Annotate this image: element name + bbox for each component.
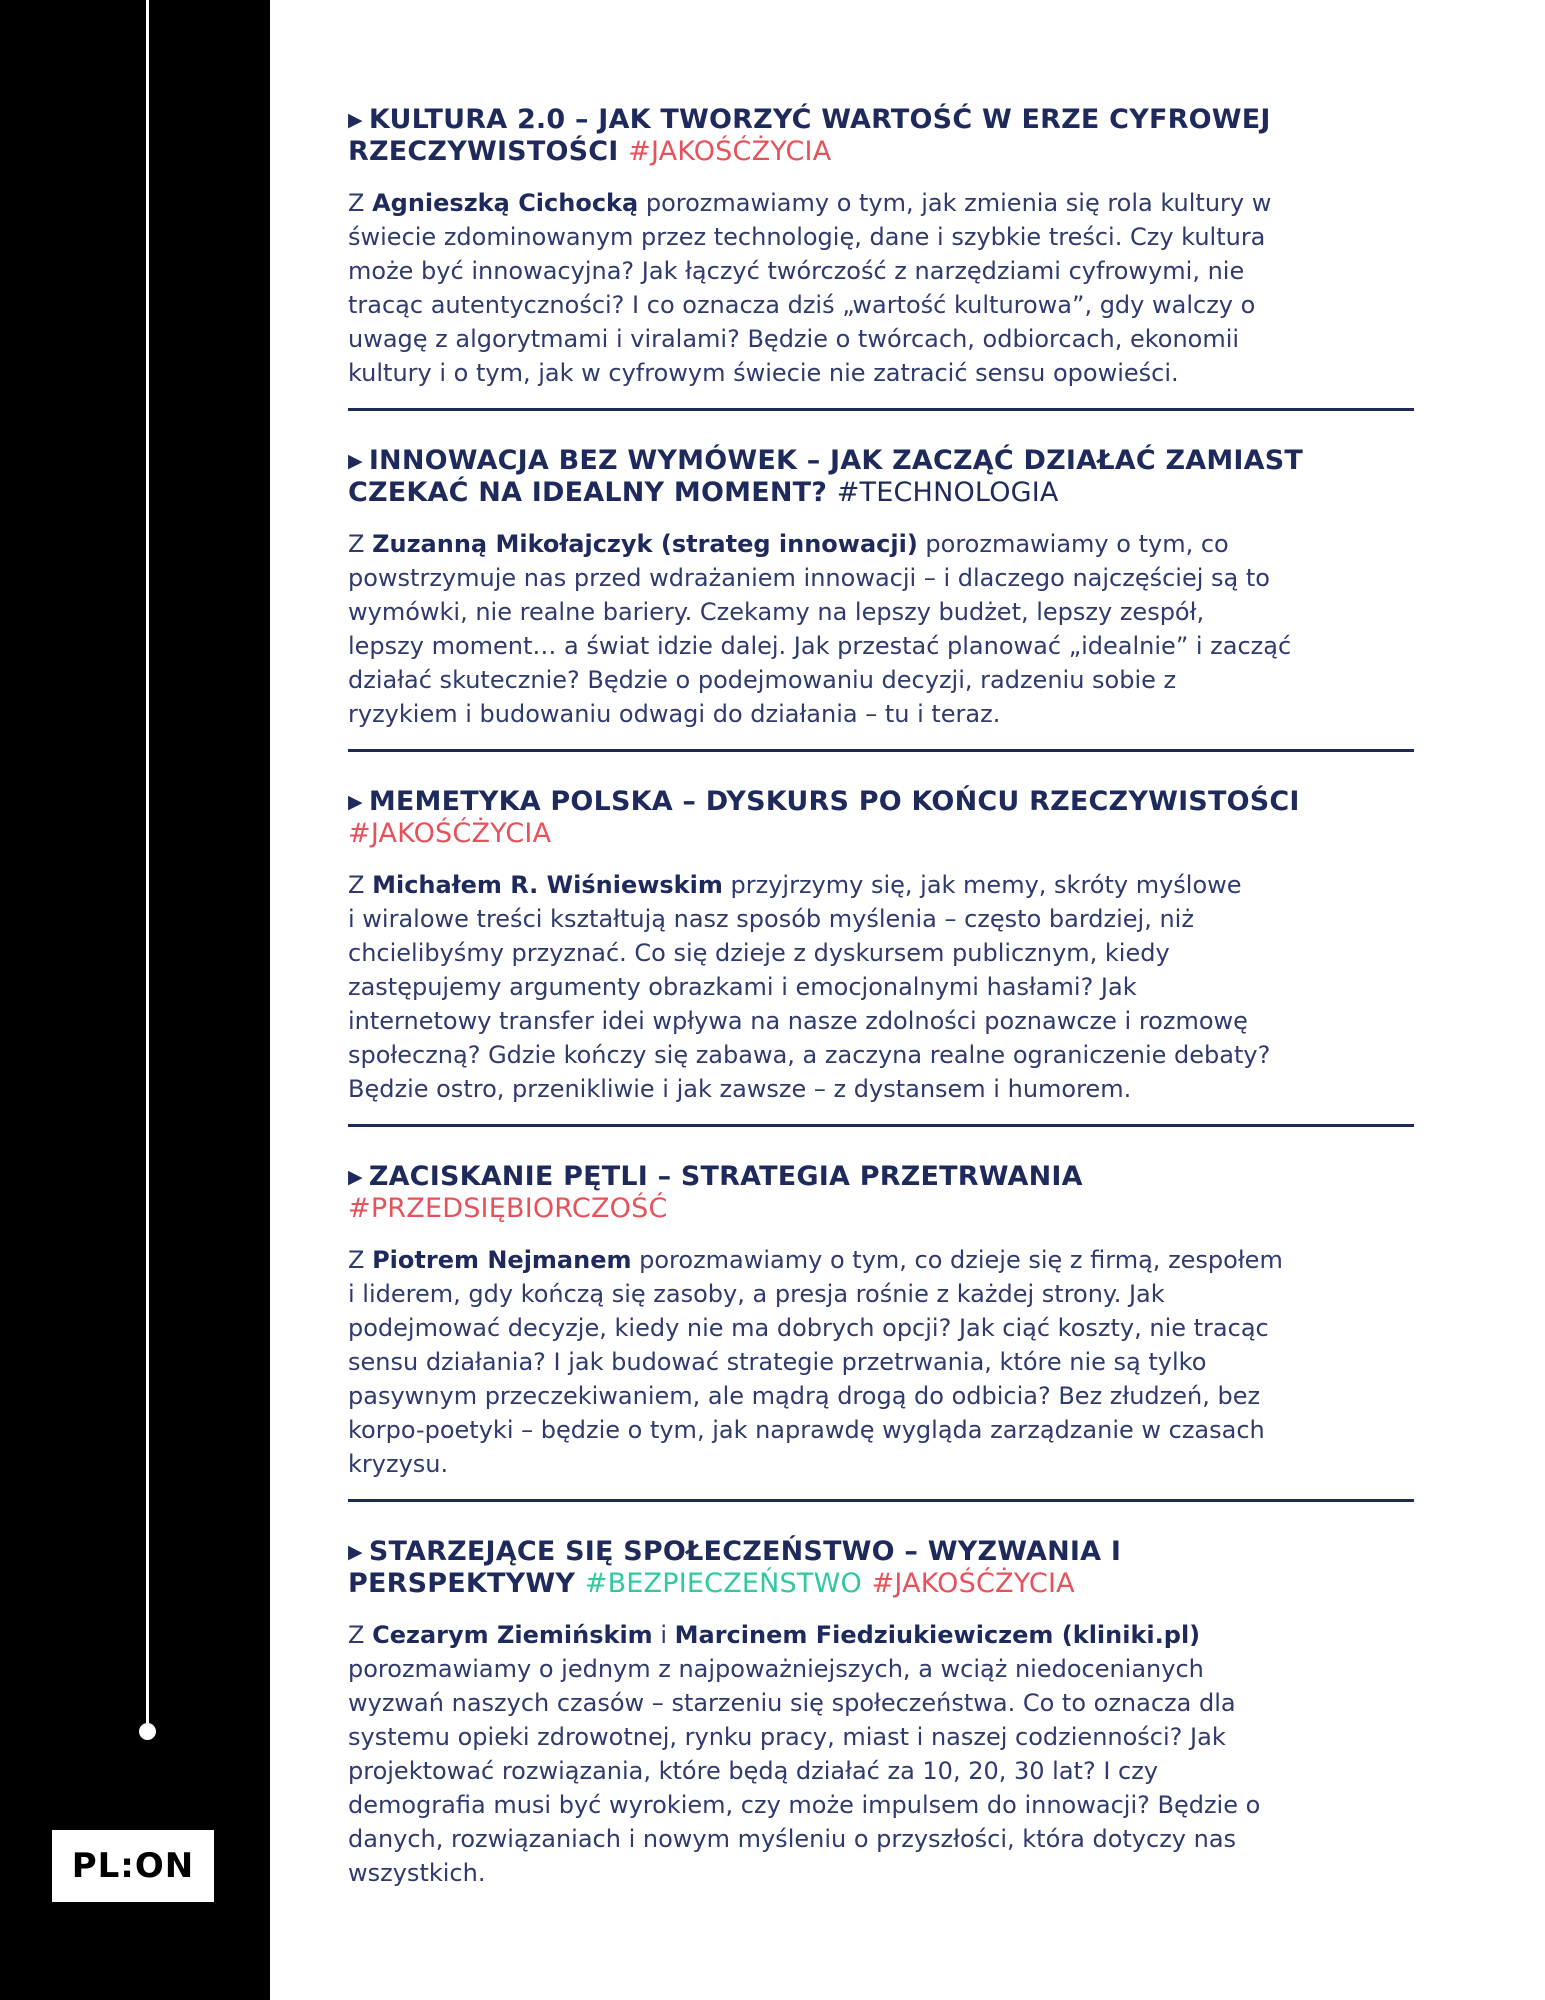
desc-prefix: Z	[348, 189, 373, 217]
divider	[348, 1499, 1414, 1502]
tag: #TECHNOLOGIA	[836, 477, 1059, 508]
timeline-dot	[139, 1723, 156, 1740]
title-line-1: INNOWACJA BEZ WYMÓWEK – JAK ZACZĄĆ DZIAŁAĆ ZAMIAST	[368, 445, 1303, 476]
title-line-1: ZACISKANIE PĘTLI – STRATEGIA PRZETRWANIA	[368, 1161, 1083, 1192]
title-line-2: RZECZYWISTOŚCI	[348, 136, 619, 167]
divider	[348, 1124, 1414, 1127]
section-description	[348, 868, 1418, 1106]
title-line-2: PERSPEKTYWY	[348, 1568, 576, 1599]
guest-name-2: Marcinem Fiedziukiewiczem (kliniki.pl)	[674, 1621, 1201, 1649]
guest-name: Cezarym Ziemińskim	[372, 1621, 653, 1649]
section-description	[348, 1243, 1418, 1481]
title-line-2: CZEKAĆ NA IDEALNY MOMENT?	[348, 477, 828, 508]
session-zaciskanie-petli	[348, 1161, 1418, 1502]
connector: i	[652, 1621, 675, 1649]
guest-name: Zuzanną Mikołajczyk (strateg innowacji)	[372, 530, 918, 558]
triangle-bullet-icon: ▶	[348, 1166, 363, 1188]
desc-prefix: Z	[348, 1621, 373, 1649]
section-description	[348, 527, 1418, 731]
tag: #JAKOŚĆŻYCIA	[348, 818, 552, 849]
session-memetyka	[348, 786, 1418, 1127]
section-title	[348, 1161, 1418, 1225]
tag: #JAKOŚĆŻYCIA	[628, 136, 832, 167]
sidebar	[0, 0, 270, 2000]
desc-prefix: Z	[348, 530, 373, 558]
desc-text: porozmawiamy o tym, co powstrzymuje nas przed wdrażaniem innowacji – i dlaczego najczęściej są to wymówki, nie realne bariery. Czekamy na lepszy budżet, lepszy zespół, lepszy moment… a świat idzie dalej. Jak przestać planować „idealnie” i zacząć działać skutecznie? Będzie o podejmowaniu decyzji, radzeniu sobie z ryzykiem i budowaniu odwagi do działania – tu i teraz.	[348, 530, 1292, 728]
logo: PL:ON	[52, 1830, 214, 1902]
section-title	[348, 786, 1418, 850]
title-line-1: MEMETYKA POLSKA – DYSKURS PO KOŃCU RZECZYWISTOŚCI	[368, 786, 1300, 817]
session-kultura	[348, 104, 1418, 411]
content	[348, 104, 1418, 1890]
tag: #JAKOŚĆŻYCIA	[871, 1568, 1075, 1599]
triangle-bullet-icon: ▶	[348, 450, 363, 472]
desc-text: przyjrzymy się, jak memy, skróty myślowe i wiralowe treści kształtują nasz sposób myślenia – często bardziej, niż chcielibyśmy przyznać. Co się dzieje z dyskursem publicznym, kiedy zastępujemy argumenty obrazkami i emocjonalnymi hasłami? Jak internetowy transfer idei wpływa na nasze zdolności poznawcze i rozmowę społeczną? Gdzie kończy się zabawa, a zaczyna realne ograniczenie debaty? Będzie ostro, przenikliwie i jak zawsze – z dystansem i humorem.	[348, 871, 1271, 1103]
section-title	[348, 1536, 1418, 1600]
title-line-1: STARZEJĄCE SIĘ SPOŁECZEŃSTWO – WYZWANIA I	[368, 1536, 1122, 1567]
section-description	[348, 1618, 1418, 1890]
desc-text: porozmawiamy o jednym z najpoważniejszych, a wciąż niedocenianych wyzwań naszych czasów – starzeniu się społeczeństwa. Co to oznacza dla systemu opieki zdrowotnej, rynku pracy, miast i naszej codzienności? Jak projektować rozwiązania, które będą działać za 10, 20, 30 lat? I czy demografia musi być wyrokiem, czy może impulsem do innowacji? Będzie o danych, rozwiązaniach i nowym myśleniu o przyszłości, która dotyczy nas wszystkich.	[348, 1655, 1261, 1887]
session-starzejace-sie-spoleczenstwo	[348, 1536, 1418, 1890]
tag: #BEZPIECZEŃSTWO	[584, 1568, 862, 1599]
guest-name: Agnieszką Cichocką	[372, 189, 639, 217]
timeline-line	[146, 0, 149, 1732]
divider	[348, 408, 1414, 411]
title-line-1: KULTURA 2.0 – JAK TWORZYĆ WARTOŚĆ W ERZE CYFROWEJ	[368, 104, 1271, 135]
section-title	[348, 104, 1418, 168]
desc-prefix: Z	[348, 1246, 373, 1274]
triangle-bullet-icon: ▶	[348, 1541, 363, 1563]
guest-name: Piotrem Nejmanem	[372, 1246, 632, 1274]
triangle-bullet-icon: ▶	[348, 791, 363, 813]
desc-prefix: Z	[348, 871, 373, 899]
section-title	[348, 445, 1418, 509]
triangle-bullet-icon: ▶	[348, 109, 363, 131]
divider	[348, 749, 1414, 752]
desc-text: porozmawiamy o tym, co dzieje się z firmą, zespołem i liderem, gdy kończą się zasoby, a presja rośnie z każdej strony. Jak podejmować decyzje, kiedy nie ma dobrych opcji? Jak ciąć koszty, nie tracąc sensu działania? I jak budować strategie przetrwania, które nie są tylko pasywnym przeczekiwaniem, ale mądrą drogą do odbicia? Bez złudzeń, bez korpo-poetyki – będzie o tym, jak naprawdę wygląda zarządzanie w czasach kryzysu.	[348, 1246, 1283, 1478]
guest-name: Michałem R. Wiśniewskim	[372, 871, 723, 899]
section-description	[348, 186, 1418, 390]
desc-text: porozmawiamy o tym, jak zmienia się rola kultury w świecie zdominowanym przez technologię, dane i szybkie treści. Czy kultura może być innowacyjna? Jak łączyć twórczość z narzędziami cyfrowymi, nie tracąc autentyczności? I co oznacza dziś „wartość kulturowa”, gdy walczy o uwagę z algorytmami i viralami? Będzie o twórcach, odbiorcach, ekonomii kultury i o tym, jak w cyfrowym świecie nie zatracić sensu opowieści.	[348, 189, 1272, 387]
session-innowacja	[348, 445, 1418, 752]
tag: #PRZEDSIĘBIORCZOŚĆ	[348, 1193, 668, 1224]
